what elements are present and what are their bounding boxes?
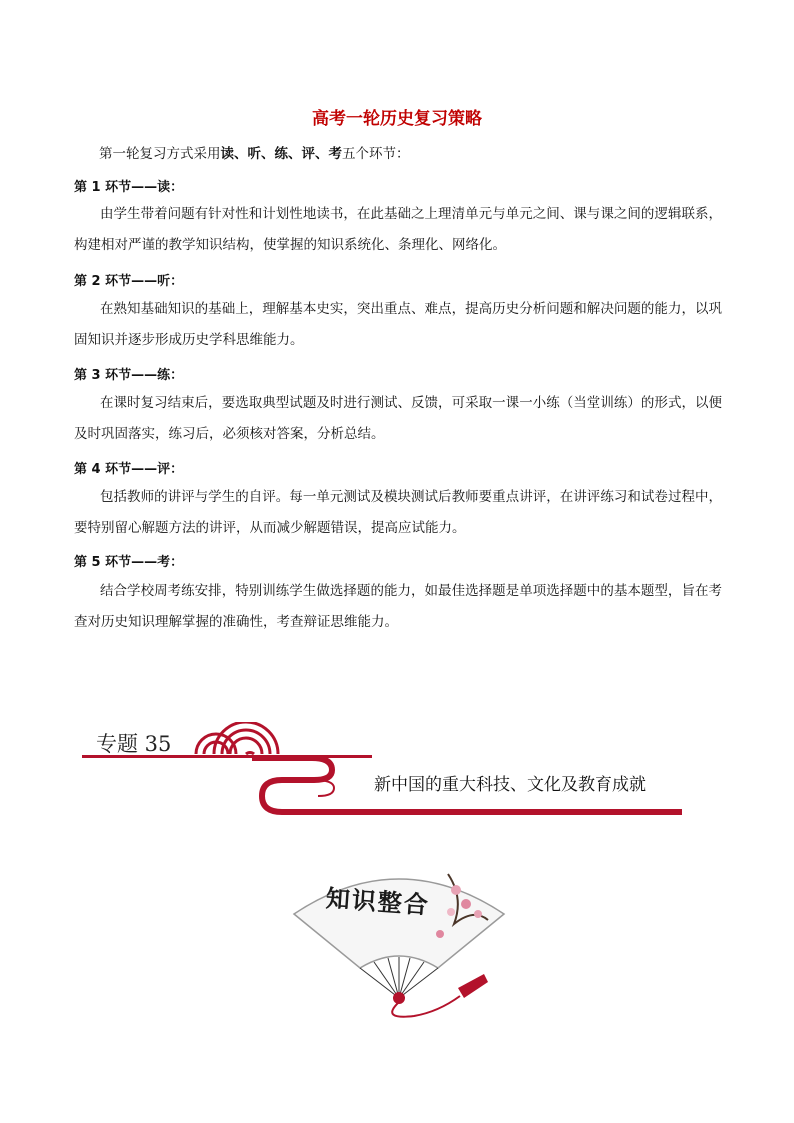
section-paragraph-5	[74, 576, 722, 638]
section-paragraph-4	[74, 482, 722, 544]
section-paragraph-3	[74, 388, 722, 450]
intro-suffix: 五个环节：	[342, 146, 410, 162]
section-heading-3: 第 3 环节——练：	[74, 368, 184, 383]
section-paragraph-1	[74, 199, 722, 261]
section-heading-4: 第 4 环节——评：	[74, 462, 184, 477]
section-paragraph-2	[74, 294, 722, 356]
topic-subtitle: 新中国的重大科技、文化及教育成就	[374, 775, 646, 795]
section-heading-5: 第 5 环节——考：	[74, 555, 184, 570]
topic-number-label: 专题 35	[96, 732, 172, 756]
intro-prefix: 第一轮复习方式采用	[99, 146, 221, 162]
section-heading-1: 第 1 环节——读：	[74, 180, 184, 195]
folding-fan-illustration	[288, 850, 510, 1022]
tassel-icon	[458, 974, 488, 998]
section-1-line-1: 由学生带着问题有针对性和计划性地读书，在此基础之上理清单元与单元之间、课与课之间的逻	[100, 206, 668, 222]
section-4-line-2: 过程中，要特别留心解题方法的讲评，从而减少解题错误，提高应试能力。	[74, 489, 723, 536]
page-title: 高考一轮历史复习策略	[312, 109, 482, 129]
section-heading-2: 第 2 环节——听：	[74, 274, 184, 289]
section-4-line-1: 包括教师的讲评与学生的自评。每一单元测试及模块测试后教师要重点讲评，在讲评练习和试卷	[100, 489, 668, 505]
fan-heading: 知识整合	[324, 883, 431, 920]
intro-line	[99, 144, 410, 164]
section-5-line-2: 旨在考查对历史知识理解掌握的准确性，考查辩证思维能力。	[74, 583, 723, 630]
section-2-line-1: 在熟知基础知识的基础上，理解基本史实，突出重点、难点，提高历史分析问题和解决问题的能	[100, 301, 668, 317]
section-2-line-2: 力，以巩固知识并逐步形成历史学科思维能力。	[74, 301, 723, 348]
section-3-line-1: 在课时复习结束后，要选取典型试题及时进行测试、反馈，可采取一课一小练（当堂训练）的形	[100, 395, 668, 411]
section-1-line-2: 辑联系，构建相对严谨的教学知识结构，使掌握的知识系统化、条理化、网络化。	[74, 206, 723, 253]
intro-bold-steps: 读、听、练、评、考	[220, 146, 342, 162]
section-3-line-2: 式，以便及时巩固落实，练习后，必须核对答案，分析总结。	[74, 395, 723, 442]
semicircle-ornament-icon	[196, 722, 278, 754]
section-5-line-1: 结合学校周考练安排，特别训练学生做选择题的能力，如最佳选择题是单项选择题中的基本题型，	[100, 583, 682, 599]
